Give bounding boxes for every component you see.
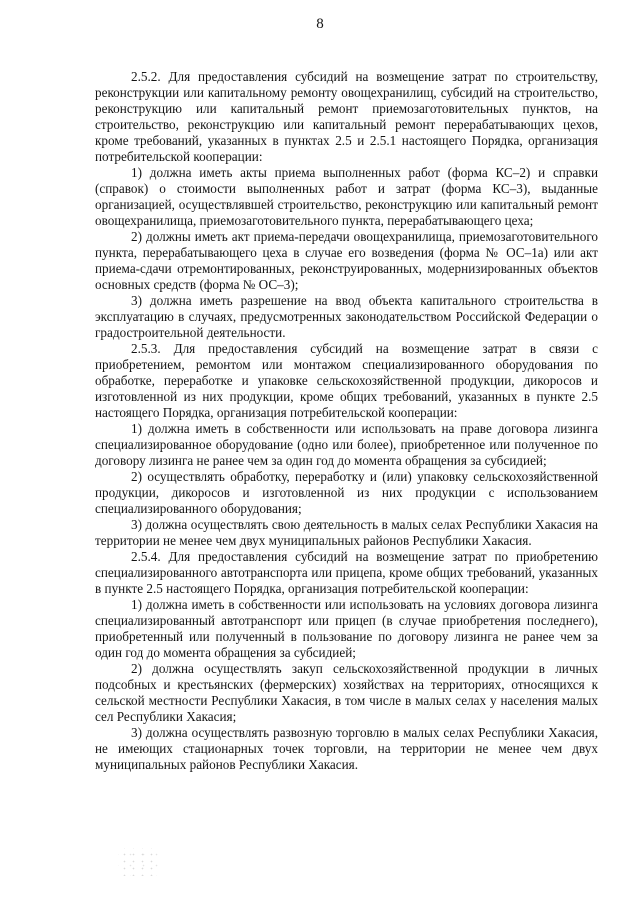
- list-item: 2) должна осуществлять закуп сельскохозяйственной продукции в личных подсобных и крестьянских (фермерских) хозяйствах на территориях, относящихся к сельской местности Республики Хакасия, в том числе в малых селах у населения малых сел Республики Хакасия;: [95, 661, 598, 724]
- scan-noise-mark: [118, 848, 158, 876]
- list-item: 3) должна иметь разрешение на ввод объекта капитального строительства в эксплуатацию в случаях, предусмотренных законодательством Российской Федерации о градостроительной деятельности.: [95, 293, 598, 340]
- page-number: 8: [316, 16, 324, 32]
- list-item: 1) должна иметь в собственности или использовать на условиях договора лизинга специализированный автотранспорт или прицеп (в случае приобретения последнего), приобретенный или полученный в пользование по договору лизинга не ранее чем за один год до момента обращения за субсидией;: [95, 597, 598, 660]
- list-item: 1) должна иметь в собственности или использовать на праве договора лизинга специализированное оборудование (одно или более), приобретенное или полученное по договору лизинга не ранее чем за один год до момента обращения за субсидией;: [95, 421, 598, 468]
- list-item: 3) должна осуществлять свою деятельность в малых селах Республики Хакасия на территории не менее чем двух муниципальных районов Республики Хакасия.: [95, 517, 598, 548]
- list-item: 2) должны иметь акт приема-передачи овощехранилища, приемозаготовительного пункта, перерабатывающего цеха в случае его возведения (форма № ОС–1а) или акт приема-сдачи отремонтированных, реконструированных, модернизированных объектов основных средств (форма № ОС–3);: [95, 229, 598, 292]
- list-item: 1) должна иметь акты приема выполненных работ (форма КС–2) и справки (справок) о стоимости выполненных работ и затрат (форма КС–3), выданные организацией, осуществлявшей строительство, реконструкцию или капитальный ремонт овощехранилища, приемозаготовительного пункта, перерабатывающего цеха;: [95, 165, 598, 228]
- paragraph-2-5-2: 2.5.2. Для предоставления субсидий на возмещение затрат по строительству, реконструкции или капитальному ремонту овощехранилищ, субсидий на строительство, реконструкцию или капитальный ремонт приемозаготовительных пунктов, на строительство, реконструкцию или капитальный ремонт перерабатывающих цехов, кроме требований, указанных в пунктах 2.5 и 2.5.1 настоящего Порядка, организация потребительской кооперации:: [95, 69, 598, 164]
- list-item: 2) осуществлять обработку, переработку и (или) упаковку сельскохозяйственной продукции, дикоросов и изготовленной из них продукции с использованием специализированного оборудования;: [95, 469, 598, 516]
- list-item: 3) должна осуществлять развозную торговлю в малых селах Республики Хакасия, не имеющих стационарных точек торговли, на территории не менее чем двух муниципальных районов Республики Хакасия.: [95, 725, 598, 772]
- paragraph-2-5-4: 2.5.4. Для предоставления субсидий на возмещение затрат по приобретению специализированного автотранспорта или прицепа, кроме общих требований, указанных в пункте 2.5 настоящего Порядка, организация потребительской кооперации:: [95, 549, 598, 596]
- paragraph-2-5-3: 2.5.3. Для предоставления субсидий на возмещение затрат в связи с приобретением, ремонтом или монтажом специализированного оборудования по обработке, переработке и упаковке сельскохозяйственной продукции, дикоросов и изготовленной из них продукции, кроме общих требований, указанных в пункте 2.5 настоящего Порядка, организация потребительской кооперации:: [95, 341, 598, 420]
- document-body: [95, 69, 598, 773]
